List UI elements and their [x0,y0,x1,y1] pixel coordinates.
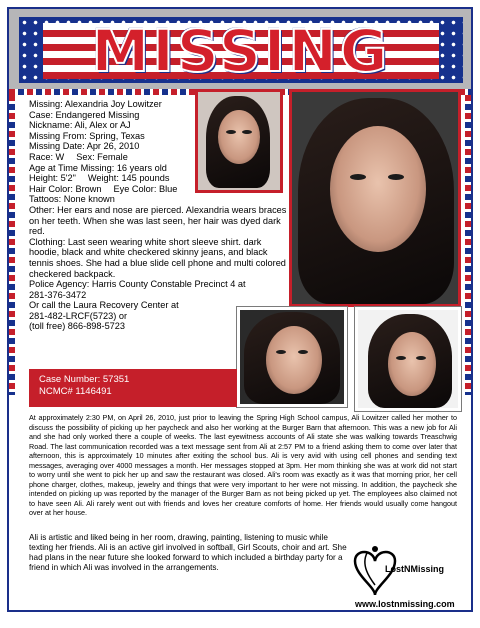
detail-case: Case: Endangered Missing [29,109,140,120]
detail-age: Age at Time Missing: 16 years old [29,162,167,173]
detail-nickname: Nickname: Ali, Alex or AJ [29,120,131,131]
logo-name: LostNMissing [385,564,445,574]
detail-other: Other: Her ears and nose are pierced. Alexandria wears braces on her teeth. When she was last seen, her hair was dyed dark red. [29,204,287,237]
detail-missing-from: Missing From: Spring, Texas [29,130,145,141]
flag-border-left [9,95,15,395]
detail-sex: Sex: Female [76,151,128,162]
detail-weight: Weight: 145 pounds [87,173,170,184]
detail-height: Height: 5'2" [29,173,76,184]
narrative-paragraph-2: Ali is artistic and liked being in her room, drawing, painting, listening to music while texting her friends. Ali is an active girl involved in softball, Girl Scouts, choir and art. She had plans in the near future she looked forward to which included a birthday party for a friend in which Ali was involved in the arrangements. [29,533,347,572]
detail-or-call: Or call the Laura Recovery Center at [29,300,179,311]
case-number: Case Number: 57351 [39,374,130,385]
lostnmissing-logo-icon [347,543,459,607]
detail-clothing: Clothing: Last seen wearing white short sleeve shirt. dark hoodie, black and white checkered skinny jeans, and black tennis shoes. She had a blue slide cell phone and multi colored checkered backpack. [29,236,286,279]
missing-poster [7,7,473,612]
detail-race: Race: W [29,151,65,162]
detail-name: Missing: Alexandria Joy Lowitzer [29,99,162,109]
flag-border-right [465,95,471,395]
detail-tattoos: Tattoos: None known [29,194,115,205]
ncmc-number: NCMC# 1146491 [39,386,112,397]
detail-toll-free: (toll free) 866-898-5723 [29,321,126,332]
detail-police-phone: 281-376-3472 [29,289,87,300]
detail-police-agency: Police Agency: Harris County Constable Precinct 4 at [29,279,246,290]
case-number-box [29,369,237,407]
narrative-paragraph: At approximately 2:30 PM, on April 26, 2010, just prior to leaving the Spring High School campus, Ali Lowitzer called her mother to discuss the possibility of picking up her paycheck and also her working at the Burger Barn that afternoon. This was a new job for Ali and she had only worked there a couple of weeks. The last eyewitness accounts of Ali state she was walking towards Treaschwig Road. The last communication recorded was a text message sent from Ali at 2:57 PM to a friend asking them to come over later that afternoon, this is approximately 10 minutes after exiting the school bus. Ali is very avid with using cell phones and sending text messages, averaging over 4000 messages a month. Her messages stopped at 3pm. Her mom thinking she was at work did not start to worry until she went to pick her up and saw the restaurant was closed. Ali's room was exactly as it was that morning prior, her cell phone charger, clothes, makeup, jewelry and things that were very important to her were not missing. In addition, the paycheck she intended on picking up was reported by the manager of the Burger Barn as not being picked up yet. The employees also claimed not to have seen Ali. Ali rarely went out with friends and loves her creature comforts of home. Her friends would usually come hangout over at her house. [29,413,457,517]
photo-2 [289,89,461,307]
logo-url[interactable]: www.lostnmissing.com [355,599,455,609]
photo-4 [355,307,461,411]
detail-eyes: Eye Color: Blue [113,183,178,194]
poster-title: MISSING [91,17,391,85]
detail-hair: Hair Color: Brown [29,183,102,194]
photo-3 [237,307,347,407]
detail-lrc-phone: 281-482-LRCF(5723) or [29,310,128,321]
detail-missing-date: Missing Date: Apr 26, 2010 [29,141,140,152]
photo-1 [195,89,283,193]
header-banner [9,9,471,89]
